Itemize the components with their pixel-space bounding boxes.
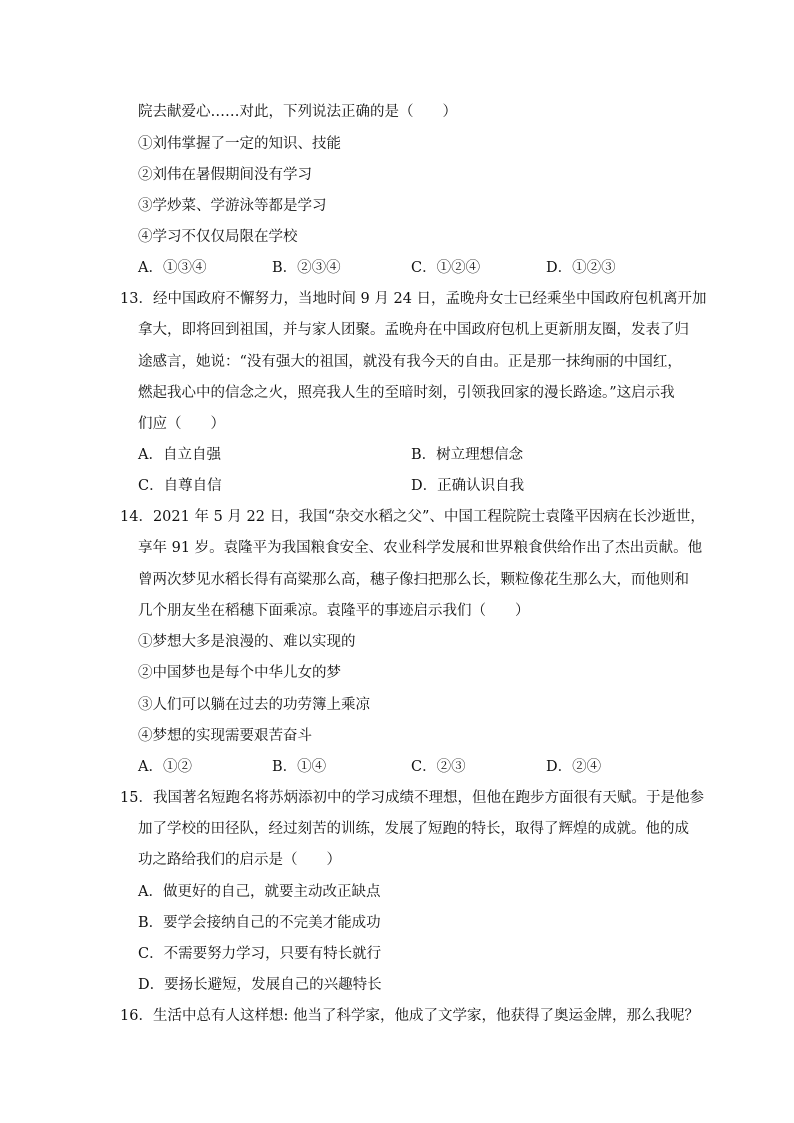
q16-stem-line-1: 16．生活中总有人这样想: 他当了科学家，他成了文学家，他获得了奥运金牌，那么我呢？: [120, 1008, 699, 1024]
q14-stem-line-2: 享年 91 岁。袁隆平为我国粮食安全、农业科学发展和世界粮食供给作出了杰出贡献。他: [138, 540, 703, 556]
q15-option-b[interactable]: B．要学会接纳自己的不完美才能成功: [138, 915, 381, 931]
q13-stem-line-1: 13．经中国政府不懈努力，当地时间 9 月 24 日，孟晚舟女士已经乘坐中国政府包机离开加: [120, 291, 707, 307]
q12-item-3: ③学炒菜、学游泳等都是学习: [138, 198, 327, 214]
q12-item-1: ①刘伟掌握了一定的知识、技能: [138, 136, 341, 152]
q12-option-a[interactable]: A．①③④: [138, 260, 207, 276]
q14-item-3: ③人们可以躺在过去的功劳簿上乘凉: [138, 697, 370, 713]
q15-option-d[interactable]: D．要扬长避短，发展自己的兴趣特长: [138, 977, 382, 993]
q14-item-1: ①梦想大多是浪漫的、难以实现的: [138, 634, 356, 650]
q12-option-d[interactable]: D．①②③: [546, 260, 616, 276]
q14-item-4: ④梦想的实现需要艰苦奋斗: [138, 728, 312, 744]
q12-item-4: ④学习不仅仅局限在学校: [138, 229, 298, 245]
q15-stem-line-2: 加了学校的田径队，经过刻苦的训练，发展了短跑的特长，取得了辉煌的成就。他的成: [138, 821, 689, 837]
q14-stem-line-1: 14．2021 年 5 月 22 日，我国“杂交水稻之父”、中国工程院院士袁隆平因病在长沙逝世，: [120, 509, 705, 525]
q14-option-c[interactable]: C．②③: [411, 759, 466, 775]
q13-stem-line-2: 拿大，即将回到祖国，并与家人团聚。孟晚舟在中国政府包机上更新朋友圈，发表了归: [138, 322, 689, 338]
q12-stem-tail: 院去献爱心……对此，下列说法正确的是（ ）: [138, 104, 457, 120]
q13-option-c[interactable]: C．自尊自信: [138, 478, 222, 494]
q14-stem-line-4: 几个朋友坐在稻穗下面乘凉。袁隆平的事迹启示我们（ ）: [138, 603, 530, 619]
q15-option-c[interactable]: C．不需要努力学习，只要有特长就行: [138, 946, 382, 962]
q13-option-b[interactable]: B．树立理想信念: [411, 447, 524, 463]
q12-option-c[interactable]: C．①②④: [411, 260, 481, 276]
q13-option-d[interactable]: D．正确认识自我: [411, 478, 525, 494]
q15-stem-line-1: 15．我国著名短跑名将苏炳添初中的学习成绩不理想，但他在跑步方面很有天赋。于是他参: [120, 790, 704, 806]
q15-option-a[interactable]: A．做更好的自己，就要主动改正缺点: [138, 884, 381, 900]
q14-stem-line-3: 曾两次梦见水稻长得有高粱那么高，穗子像扫把那么长，颗粒像花生那么大，而他则和: [138, 572, 689, 588]
q13-stem-line-5: 们应（ ）: [138, 416, 225, 432]
q13-option-a[interactable]: A．自立自强: [138, 447, 221, 463]
q13-stem-line-3: 途感言，她说：“没有强大的祖国，就没有我今天的自由。正是那一抹绚丽的中国红，: [138, 354, 682, 370]
q12-option-b[interactable]: B．②③④: [272, 260, 341, 276]
q12-item-2: ②刘伟在暑假期间没有学习: [138, 167, 312, 183]
q14-option-b[interactable]: B．①④: [272, 759, 327, 775]
q13-stem-line-4: 燃起我心中的信念之火，照亮我人生的至暗时刻，引领我回家的漫长路途。”这启示我: [138, 385, 675, 401]
q14-option-a[interactable]: A．①②: [138, 759, 192, 775]
q14-option-d[interactable]: D．②④: [546, 759, 602, 775]
q15-stem-line-3: 功之路给我们的启示是（ ）: [138, 852, 341, 868]
q14-item-2: ②中国梦也是每个中华儿女的梦: [138, 665, 341, 681]
